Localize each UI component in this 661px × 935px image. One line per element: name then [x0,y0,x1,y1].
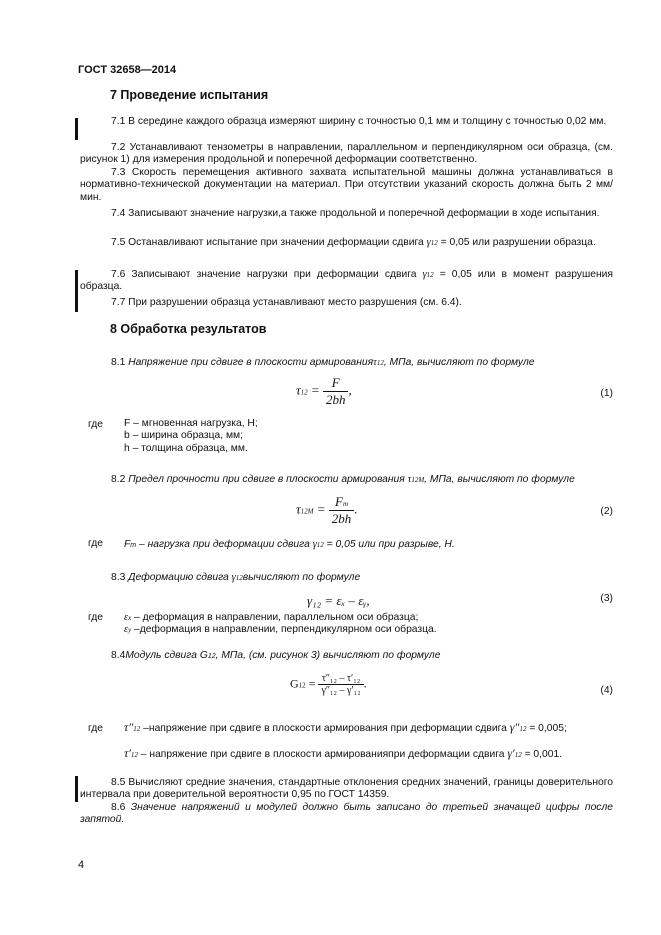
paragraph-7-2: 7.2 Устанавливают тензометры в направлении, параллельном и перпендикулярном оси образца, (см. рисунок 1) для измерения продольной и поперечной деформации соответственно. [80,142,613,166]
paragraph-8-1: 8.1 Напряжение при сдвиге в плоскости армированияτ12, МПа, вычисляют по формуле [111,357,535,368]
paragraph-7-4: 7.4 Записывают значение нагрузки,а также продольной и поперечной деформации в ходе испытания. [111,208,600,219]
legend-formula-1 [124,418,258,455]
paragraph-8-5: 8.5 Вычисляют средние значения, стандартные отклонения средних значений, границы доверительного интервала при доверительной вероятности 0,95 по ГОСТ 14359. [80,777,613,801]
legend-formula-3: εx – деформация в направлении, параллельном оси образца; εy –деформация в направлении, перпендикулярном оси образца. [124,612,437,636]
formula-3: γ₁₂ = εₓ – εᵧ, [307,593,370,608]
section-7-title: 7 Проведение испытания [110,88,269,102]
where-label: где [88,723,104,734]
formula-4-number: (4) [600,685,613,696]
paragraph-8-2: 8.2 Предел прочности при сдвиге в плоскости армирования τ12M, МПа, вычисляют по формуле [111,474,575,485]
section-8-title: 8 Обработка результатов [110,322,267,336]
paragraph-7-1: 7.1 В середине каждого образца измеряют ширину с точностью 0,1 мм и толщину с точностью 0,02 мм. [111,116,607,127]
legend-line: F – мгновенная нагрузка, Н; [124,418,258,429]
formula-1-number: (1) [600,388,613,399]
where-label: где [88,419,104,430]
where-label: где [88,538,104,549]
paragraph-8-6: 8.6 Значение напряжений и модулей должно быть записано до третьей значащей цифры после запятой. [80,802,613,826]
legend-formula-4-line-1: τ″12 –напряжение при сдвиге в плоскости армирования при деформации сдвига γ″12 = 0,005; [124,720,567,734]
change-bar [75,270,78,312]
document-header: ГОСТ 32658—2014 [78,64,177,76]
legend-line: h – толщина образца, мм. [124,442,248,454]
legend-line: b – ширина образца, мм; [124,430,243,442]
legend-formula-4-line-2: τ′12 – напряжение при сдвиге в плоскости армированияпри деформации сдвига γ′12 = 0,001. [124,746,563,760]
formula-2: τ12M = $\frac{Fm}{2bh}$ . [296,494,358,526]
where-label: где [88,612,104,623]
formula-4: G12 = $\frac{\text{τ″₁₂ – τ′₁₂}}{\text{γ″₁₂ – γ′₁₂}}$ . [290,673,367,696]
paragraph-8-4: 8.4Модуль сдвига G12, МПа, (см. рисунок 3) вычисляют по формуле [111,650,441,661]
paragraph-7-7: 7.7 При разрушении образца устанавливают место разрушения (см. 6.4). [111,297,462,308]
formula-3-number: (3) [600,593,613,604]
paragraph-8-3: 8.3 Деформацию сдвига γ12вычисляют по формуле [111,572,361,583]
formula-1: τ12 = $\frac{F}{2bh}$ , [296,375,352,407]
change-bar [75,118,78,140]
page-number: 4 [78,859,85,871]
paragraph-7-3: 7.3 Скорость перемещения активного захвата испытательной машины должна устанавливаться в нормативно-технической документации на материал. При отсутствии указаний скорость должна быть 2 мм/мин. [80,167,613,203]
paragraph-7-6: 7.6 Записывают значение нагрузки при деформации сдвига γ12 = 0,05 или в момент разрушения образца. [80,269,613,293]
legend-formula-2: Fm – нагрузка при деформации сдвига γ12 = 0,05 или при разрыве, Н. [124,539,455,550]
formula-2-number: (2) [600,506,613,517]
change-bar [75,776,78,802]
paragraph-7-5: 7.5 Останавливают испытание при значении деформации сдвига γ12 = 0,05 или разрушении образца. [111,237,596,248]
